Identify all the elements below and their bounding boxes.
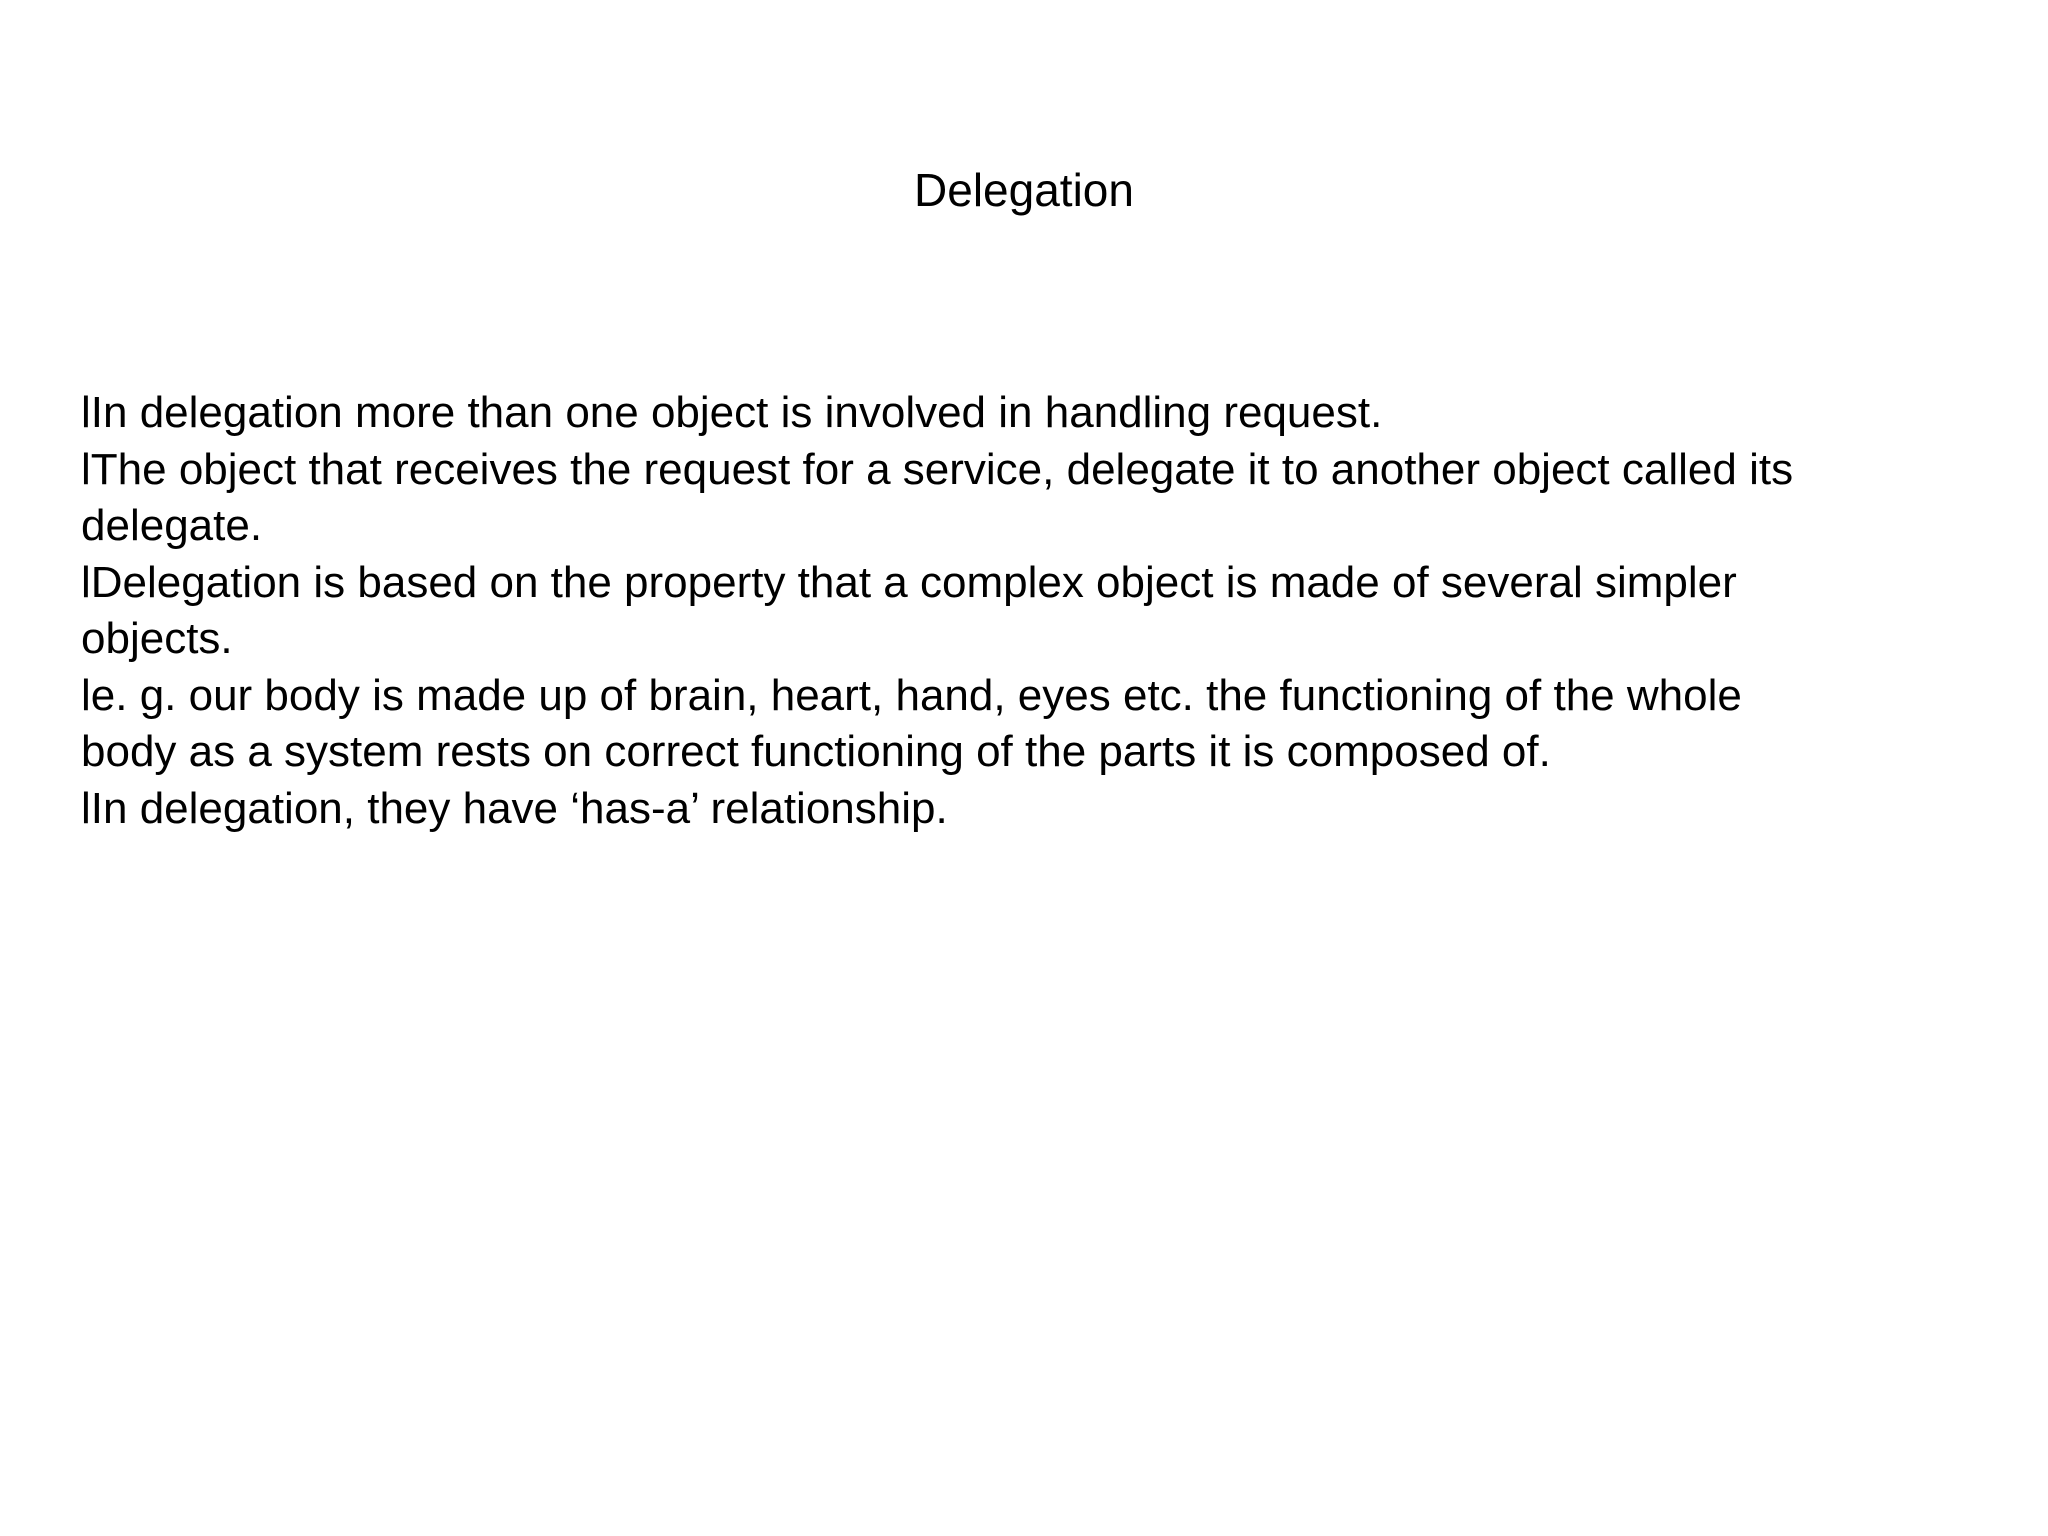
bullet-item bbox=[81, 781, 1981, 838]
bullet-text-line: le. g. our body is made up of brain, heart, hand, eyes etc. the functioning of the whole bbox=[81, 670, 1742, 720]
bullet-text-line: body as a system rests on correct functioning of the parts it is composed of. bbox=[81, 727, 1551, 776]
bullet-list bbox=[81, 385, 1981, 837]
bullet-text-line: lThe object that receives the request for a service, delegate it to another object called its bbox=[81, 444, 1794, 494]
bullet-text-line: lDelegation is based on the property that a complex object is made of several simpler bbox=[81, 557, 1737, 607]
bullet-text-line: objects. bbox=[81, 614, 233, 663]
bullet-text-line: delegate. bbox=[81, 501, 263, 550]
bullet-text-line: lIn delegation more than one object is involved in handling request. bbox=[81, 388, 1383, 437]
bullet-item bbox=[81, 385, 1981, 442]
slide-title: Delegation bbox=[914, 164, 1134, 216]
bullet-item bbox=[81, 442, 1981, 555]
bullet-item bbox=[81, 668, 1981, 781]
bullet-item bbox=[81, 555, 1981, 668]
bullet-text-line: lIn delegation, they have ‘has-a’ relationship. bbox=[81, 783, 948, 833]
